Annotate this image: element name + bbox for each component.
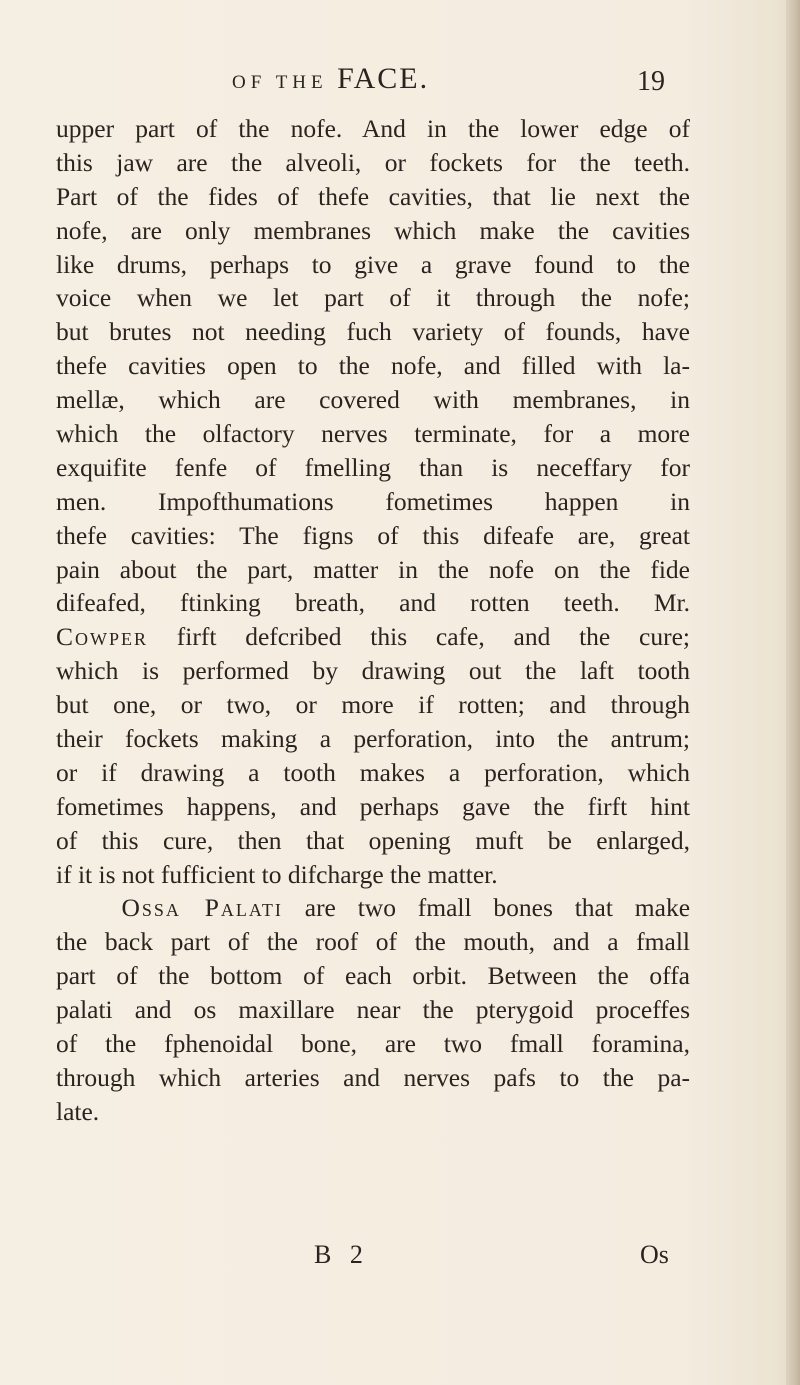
text-line-5 — [56, 248, 690, 282]
text-line-11 — [56, 451, 690, 485]
text-segment: nofe, are only membranes which make the cavities — [56, 215, 690, 245]
text-segment: exquifite fenfe of fmelling than is neceffary for — [56, 452, 690, 482]
text-line-26 — [56, 959, 690, 993]
text-line-18 — [56, 688, 690, 722]
text-segment: are two fmall bones that make — [304, 893, 691, 923]
text-line-27 — [56, 993, 690, 1027]
text-segment: voice when we let part of it through the nofe; — [56, 283, 690, 313]
running-head — [0, 60, 800, 100]
text-line-12 — [56, 485, 690, 519]
text-segment: Part of the fides of thefe cavities, that lie next the — [56, 181, 690, 211]
text-segment: which is performed by drawing out the laft tooth — [56, 656, 690, 686]
text-segment: pain about the part, matter in the nofe on the fide — [56, 554, 690, 584]
text-segment: firft defcribed this cafe, and the cure; — [176, 622, 690, 652]
text-line-22 — [56, 824, 690, 858]
text-line-17 — [56, 654, 690, 688]
page-number: 19 — [637, 66, 665, 97]
running-head-title — [232, 62, 429, 96]
text-line-23 — [56, 858, 690, 892]
author-name: Cowper — [56, 622, 149, 652]
text-line-25 — [56, 925, 690, 959]
text-line-20 — [56, 756, 690, 790]
text-segment: palati and os maxillare near the pterygoid proceffes — [56, 995, 690, 1025]
text-segment: of this cure, then that opening muft be enlarged, — [56, 825, 690, 855]
body-text — [56, 112, 690, 1129]
text-line-3 — [56, 180, 690, 214]
text-line-19 — [56, 722, 690, 756]
text-segment: but one, or two, or more if rotten; and through — [56, 690, 690, 720]
text-line-1 — [56, 112, 690, 146]
text-line-15 — [56, 586, 690, 620]
text-line-2 — [56, 146, 690, 180]
text-segment: through which arteries and nerves pafs to the pa- — [56, 1062, 690, 1092]
text-line-6 — [56, 281, 690, 315]
signature-mark: B 2 — [314, 1240, 369, 1269]
text-line-24 — [56, 891, 690, 925]
text-segment: like drums, perhaps to give a grave found to the — [56, 249, 690, 279]
running-head-prefix: OF THE — [232, 72, 328, 93]
text-line-7 — [56, 315, 690, 349]
text-segment: this jaw are the alveoli, or fockets for the teeth. — [56, 147, 690, 177]
running-head-section: FACE. — [337, 62, 430, 95]
text-segment: difeafed, ftinking breath, and rotten teeth. Mr. — [56, 588, 690, 618]
text-segment: fometimes happens, and perhaps gave the firft hint — [56, 791, 690, 821]
text-segment: which the olfactory nerves terminate, for a more — [56, 419, 690, 449]
text-line-16 — [56, 620, 690, 654]
text-line-13 — [56, 519, 690, 553]
text-line-9 — [56, 383, 690, 417]
text-segment: but brutes not needing fuch variety of founds, have — [56, 317, 690, 347]
text-segment: upper part of the nofe. And in the lower edge of — [56, 114, 690, 143]
text-segment: part of the bottom of each orbit. Between the offa — [56, 961, 690, 991]
page-gutter-edge — [786, 0, 800, 1385]
text-line-14 — [56, 553, 690, 587]
text-line-21 — [56, 790, 690, 824]
text-line-4 — [56, 214, 690, 248]
text-segment: of the fphenoidal bone, are two fmall foramina, — [56, 1029, 690, 1059]
text-line-30 — [56, 1095, 690, 1129]
text-segment: men. Impofthumations fometimes happen in — [56, 486, 690, 516]
text-segment: their fockets making a perforation, into the antrum; — [56, 724, 690, 754]
section-heading-ossa-palati: Ossa Palati — [121, 893, 283, 923]
text-segment: thefe cavities open to the nofe, and filled with la- — [56, 351, 690, 381]
catchword: Os — [640, 1240, 669, 1269]
text-segment: late. — [56, 1096, 100, 1126]
text-segment: thefe cavities: The figns of this difeafe are, great — [56, 520, 690, 550]
text-segment: if it is not fufficient to difcharge the matter. — [56, 859, 498, 889]
text-line-28 — [56, 1027, 690, 1061]
text-line-10 — [56, 417, 690, 451]
text-segment: mellæ, which are covered with membranes, in — [56, 385, 690, 415]
text-segment: the back part of the roof of the mouth, and a fmall — [56, 927, 690, 957]
text-line-8 — [56, 349, 690, 383]
page-footer — [0, 1240, 800, 1276]
text-line-29 — [56, 1061, 690, 1095]
text-segment: or if drawing a tooth makes a perforation, which — [56, 757, 690, 787]
